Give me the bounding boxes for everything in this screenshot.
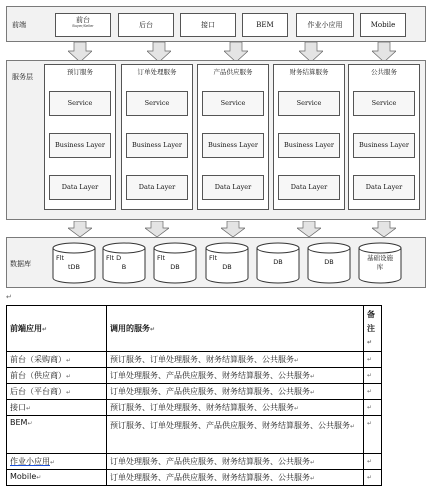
frontend-item-label: 接口 [201,21,215,29]
service-block: Service [353,91,415,116]
business-layer-block: Business Layer [353,133,415,158]
table-cell-services: 预订服务、订单处理服务、财务结算服务、公共服务↵ [107,399,364,415]
arrow-down-icon [68,42,92,62]
table-cell-note: ↵ [364,399,382,415]
database-label: tDB [67,263,80,271]
service-column-title: 财务结算服务 [289,68,329,76]
business-layer-block: Business Layer [126,133,188,158]
data-layer-block: Data Layer [278,175,340,200]
frontend-item-label: 作业小应用 [307,21,343,29]
header-services: 调用的服务↵ [107,306,364,352]
database-cylinder [307,242,351,284]
service-column-public [348,64,420,210]
service-column-order [121,64,193,210]
frontend-item-label: 后台 [139,21,153,29]
service-column-supply [197,64,269,210]
frontend-item-label: Mobile [370,21,396,29]
database-cylinder [256,242,300,284]
table-row [7,469,382,485]
table-cell-note: ↵ [364,453,382,469]
arrow-down-icon [224,42,248,62]
table-cell-services: 订单处理服务、产品供应服务、财务结算服务、公共服务↵ [107,469,364,485]
arrow-down-icon [145,221,169,237]
table-cell-services: 预订服务、订单处理服务、产品供应服务、财务结算服务、公共服务↵ [107,415,364,453]
database-cylinder [205,242,249,284]
arrow-down-icon [147,42,171,62]
table-cell-services: 预订服务、订单处理服务、财务结算服务、公共服务↵ [107,351,364,367]
frontend-layer-label: 前端 [12,21,26,29]
business-layer-block: Business Layer [278,133,340,158]
arrow-down-icon [372,42,396,62]
frontend-item-mini-app [296,13,354,37]
table-cell-app: 前台（采购商）↵ [7,351,107,367]
table-cell-note: ↵ [364,469,382,485]
table-row [7,399,382,415]
service-block: Service [278,91,340,116]
table-cell-services: 订单处理服务、产品供应服务、财务结算服务、公共服务↵ [107,453,364,469]
database-label: Flt D [106,254,122,262]
arrow-down-icon [221,221,245,237]
table-row [7,367,382,383]
table-row [7,383,382,399]
frontend-item-front [55,13,111,37]
arrow-down-icon [68,221,92,237]
database-label: DB [170,263,180,271]
frontend-item-mobile [360,13,406,37]
service-column-title: 订单处理服务 [137,68,177,76]
table-header-row [7,306,382,352]
table-cell-app: Mobile↵ [7,469,107,485]
table-cell-app: 接口↵ [7,399,107,415]
table-cell-note: ↵ [364,367,382,383]
database-layer-label: 数据库 [10,260,31,268]
table-row [7,453,382,469]
database-label: Flt [56,254,65,262]
data-layer-block: Data Layer [49,175,111,200]
service-column-booking [44,64,116,210]
frontend-item-interface [180,13,236,37]
table-cell-app: 作业小应用↵ [7,453,107,469]
database-cylinder [153,242,197,284]
header-frontend-app: 前端应用↵ [7,306,107,352]
service-column-title: 产品供应服务 [213,68,253,76]
database-cylinder [102,242,146,284]
database-label: DB [222,263,232,271]
table-cell-app: 后台（平台商）↵ [7,383,107,399]
table-cell-app: BEM↵ [7,415,107,453]
service-layer-label: 服务层 [12,73,33,81]
frontend-item-label: 前台 [76,16,90,24]
frontend-item-label: BEM [256,21,274,29]
database-cylinder [52,242,96,284]
table-cell-services: 订单处理服务、产品供应服务、财务结算服务、公共服务↵ [107,367,364,383]
database-label: B [121,263,127,271]
service-column-finance [273,64,345,210]
table-cell-note: ↵ [364,383,382,399]
service-block: Service [202,91,264,116]
table-cell-note: ↵ [364,351,382,367]
database-label: 基础设施 [367,254,393,262]
frontend-item-bem [242,13,288,37]
data-layer-block: Data Layer [126,175,188,200]
service-block: Service [126,91,188,116]
service-column-title: 预订服务 [67,68,93,76]
database-cylinder [358,242,402,284]
paragraph-mark-icon: ↵ [6,293,12,301]
database-label: Flt [209,254,218,262]
data-layer-block: Data Layer [202,175,264,200]
database-label: Flt [157,254,166,262]
table-cell-services: 订单处理服务、产品供应服务、财务结算服务、公共服务↵ [107,383,364,399]
table-cell-app: 前台（供应商）↵ [7,367,107,383]
table-row [7,351,382,367]
frontend-service-table [6,305,382,486]
frontend-item-back [118,13,174,37]
service-column-title: 公共服务 [371,68,397,76]
arrow-down-icon [297,221,321,237]
table-row [7,415,382,453]
table-cell-note: ↵ [364,415,382,453]
arrow-down-icon [372,221,396,237]
arrow-down-icon [299,42,323,62]
header-note: 备注↵ [364,306,382,352]
business-layer-block: Business Layer [202,133,264,158]
business-layer-block: Business Layer [49,133,111,158]
database-label: DB [324,258,334,266]
database-label: DB [273,258,283,266]
database-label: 库 [376,263,384,271]
service-block: Service [49,91,111,116]
frontend-item-sub: Buyer/Seller [72,24,94,29]
data-layer-block: Data Layer [353,175,415,200]
